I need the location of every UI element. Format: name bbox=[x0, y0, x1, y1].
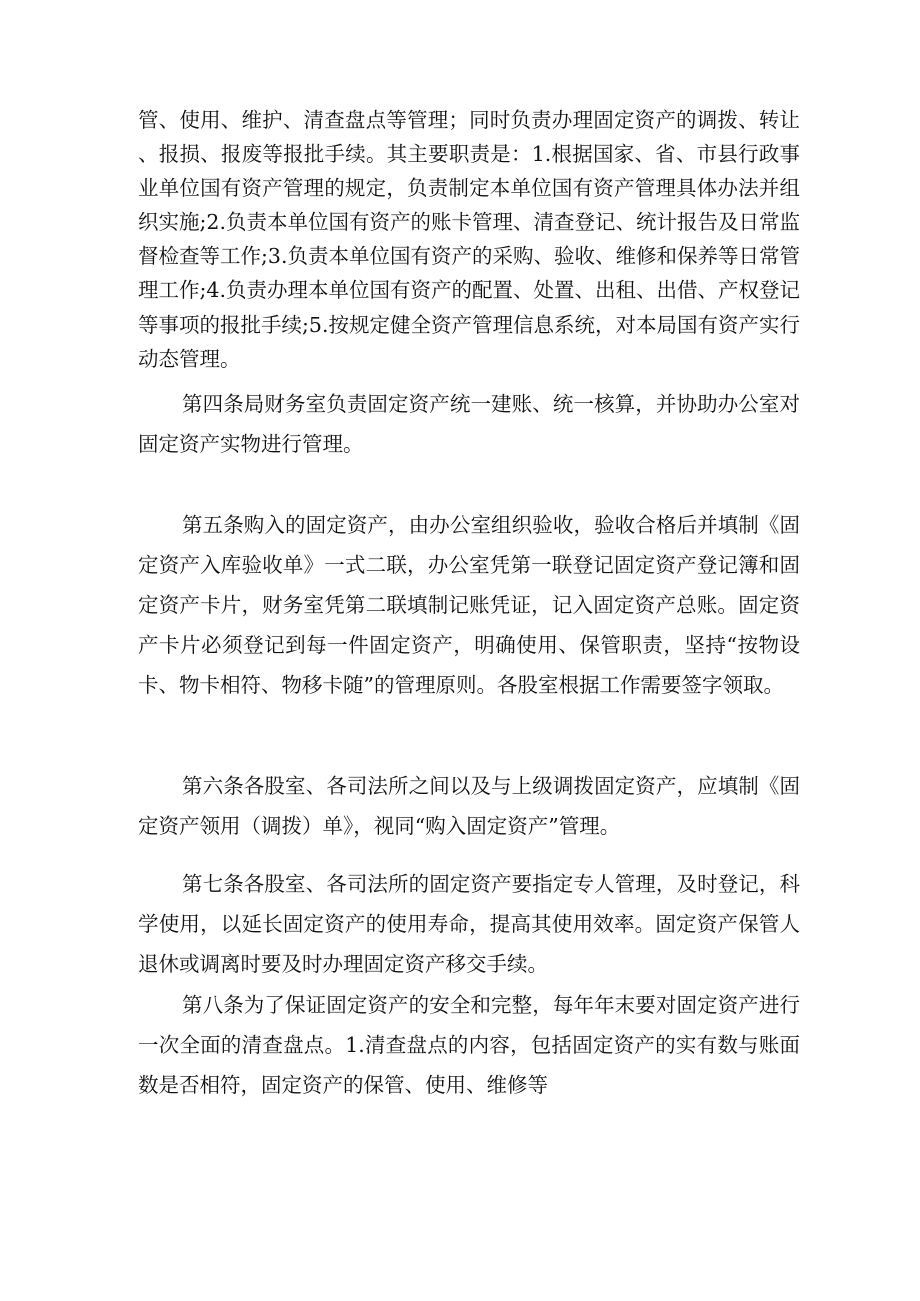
paragraph-article-8: 第八条为了保证固定资产的安全和完整，每年年末要对固定资产进行一次全面的清查盘点。1.清查盘点的内容，包括固定资产的实有数与账面数是否相符，固定资产的保管、使用、维修等 bbox=[138, 993, 800, 1097]
paragraph-article-5: 第五条购入的固定资产，由办公室组织验收，验收合格后并填制《固定资产入库验收单》一式二联，办公室凭第一联登记固定资产登记簿和固定资产卡片，财务室凭第二联填制记账凭证，记入固定资产总账。固定资产卡片必须登记到每一件固定资产，明确使用、保管职责，坚持“按物设卡、物卡相符、物移卡随”的管理原则。各股室根据工作需要签字领取。 bbox=[138, 513, 800, 697]
paragraph-continuation: 管、使用、维护、清查盘点等管理；同时负责办理固定资产的调拨、转让、报损、报废等报批手续。其主要职责是：1.根据国家、省、市县行政事业单位国有资产管理的规定，负责制定本单位国有资产管理具体办法并组织实施;2.负责本单位国有资产的账卡管理、清查登记、统计报告及日常监督检查等工作;3.负责本单位国有资产的采购、验收、维修和保养等日常管理工作;4.负责办理本单位国有资产的配置、处置、出租、出借、产权登记等事项的报批手续;5.按规定健全资产管理信息系统，对本局国有资产实行动态管理。 bbox=[138, 108, 800, 371]
paragraph-article-7: 第七条各股室、各司法所的固定资产要指定专人管理，及时登记，科学使用，以延长固定资产的使用寿命，提高其使用效率。固定资产保管人退休或调离时要及时办理固定资产移交手续。 bbox=[138, 872, 800, 976]
paragraph-article-4: 第四条局财务室负责固定资产统一建账、统一核算，并协助办公室对固定资产实物进行管理。 bbox=[138, 392, 800, 456]
paragraph-article-6: 第六条各股室、各司法所之间以及与上级调拨固定资产，应填制《固定资产领用（调拨）单》，视同“购入固定资产”管理。 bbox=[138, 774, 800, 838]
